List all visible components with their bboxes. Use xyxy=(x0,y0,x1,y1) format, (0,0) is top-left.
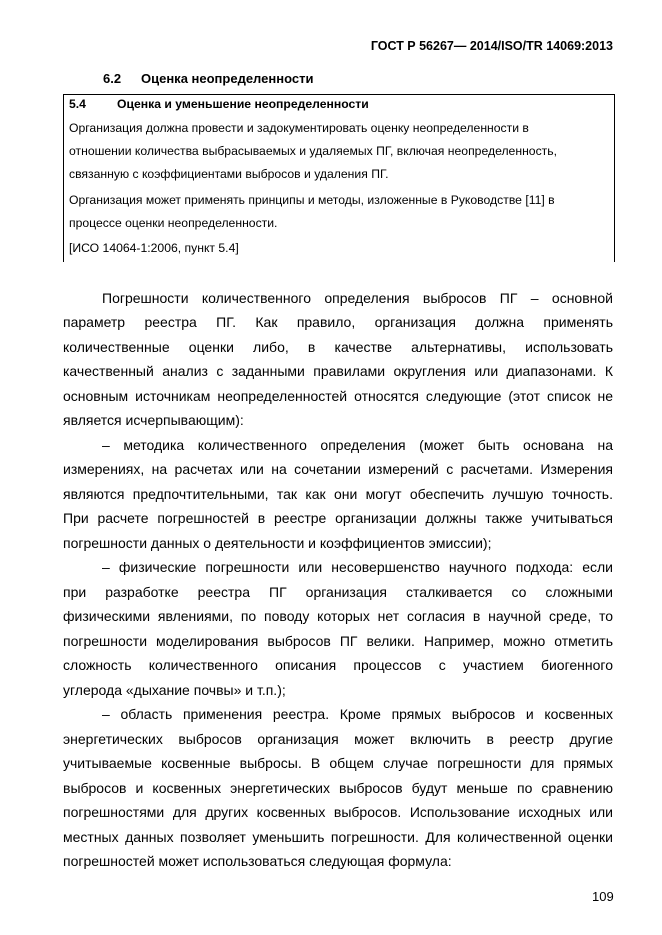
list-item-line: углерода «дыхание почвы» и т.п.); xyxy=(63,682,286,698)
list-item-line: измерениях, на расчетах или на сочетании измерений с расчетами. Измерения xyxy=(63,461,613,477)
body-line: Погрешности количественного определения выбросов ПГ – основной xyxy=(102,290,613,306)
list-item-line: выбросов и косвенных энергетических выбросов будут меньше по сравнению xyxy=(63,780,613,796)
list-item-line: – физические погрешности или несовершенство научного подхода: если xyxy=(102,559,613,575)
quote-line: процессе оценки неопределенности. xyxy=(69,216,278,230)
list-item-line: – методика количественного определения (может быть основана на xyxy=(102,437,613,453)
quote-line: Организация должна провести и задокументировать оценку неопределенности в xyxy=(69,121,529,135)
list-item-line: При расчете погрешностей в реестре организации должны также учитываться xyxy=(63,510,613,526)
list-item-line: сложность количественного описания процессов с участием биогенного xyxy=(63,657,613,673)
page-number: 109 xyxy=(592,889,614,904)
list-item-line: физическими явлениями, по поводу которых нет согласия в научной среде, то xyxy=(63,608,613,624)
quote-line: связанную с коэффициентами выбросов и удаления ПГ. xyxy=(69,167,389,181)
body-line: основным источникам неопределенностей относятся следующие (этот список не xyxy=(63,388,613,404)
list-item-line: погрешностями для других косвенных выбросов. Использование исходных или xyxy=(63,804,613,820)
quote-heading-text: Оценка и уменьшение неопределенности xyxy=(117,97,369,111)
quoted-standard-box xyxy=(63,94,615,262)
list-item-line: местных данных позволяет уменьшить погрешности. Для количественной оценки xyxy=(63,829,613,845)
body-line: качественный анализ с заданными правилами округления или диапазонами. К xyxy=(63,363,613,379)
list-item-line: учитываемые косвенные выбросы. В общем случае погрешности для прямых xyxy=(63,755,613,771)
list-item-line: являются предпочтительными, так как они могут обеспечить лучшую точность. xyxy=(63,486,613,502)
body-line: параметр реестра ПГ. Как правило, организация должна применять xyxy=(63,314,613,330)
quote-number: 5.4 xyxy=(69,97,86,111)
quote-line: отношении количества выбрасываемых и удаляемых ПГ, включая неопределенность, xyxy=(69,144,557,158)
body-line: количественные оценки либо, в качестве альтернативы, использовать xyxy=(63,339,613,355)
document-header: ГОСТ Р 56267— 2014/ISO/TR 14069:2013 xyxy=(370,39,613,53)
list-item-line: – область применения реестра. Кроме прямых выбросов и косвенных xyxy=(102,706,613,722)
section-title: Оценка неопределенности xyxy=(141,71,314,86)
body-line: является исчерпывающим): xyxy=(63,412,244,428)
list-item-line: погрешности данных о деятельности и коэффициентов эмиссии); xyxy=(63,535,492,551)
section-number: 6.2 xyxy=(103,71,122,86)
list-item-line: при разработке реестра ПГ организация сталкивается со сложными xyxy=(63,584,613,600)
quote-reference: [ИСО 14064-1:2006, пункт 5.4] xyxy=(69,241,239,255)
quote-heading xyxy=(69,97,369,111)
quote-line: Организация может применять принципы и методы, изложенные в Руководстве [11] в xyxy=(69,193,555,207)
list-item-line: погрешностей может использоваться следующая формула: xyxy=(63,853,452,869)
list-item-line: энергетических выбросов организация может включить в реестр другие xyxy=(63,731,613,747)
section-heading xyxy=(103,71,313,86)
list-item-line: погрешности моделирования выбросов ПГ велики. Например, можно отметить xyxy=(63,633,613,649)
